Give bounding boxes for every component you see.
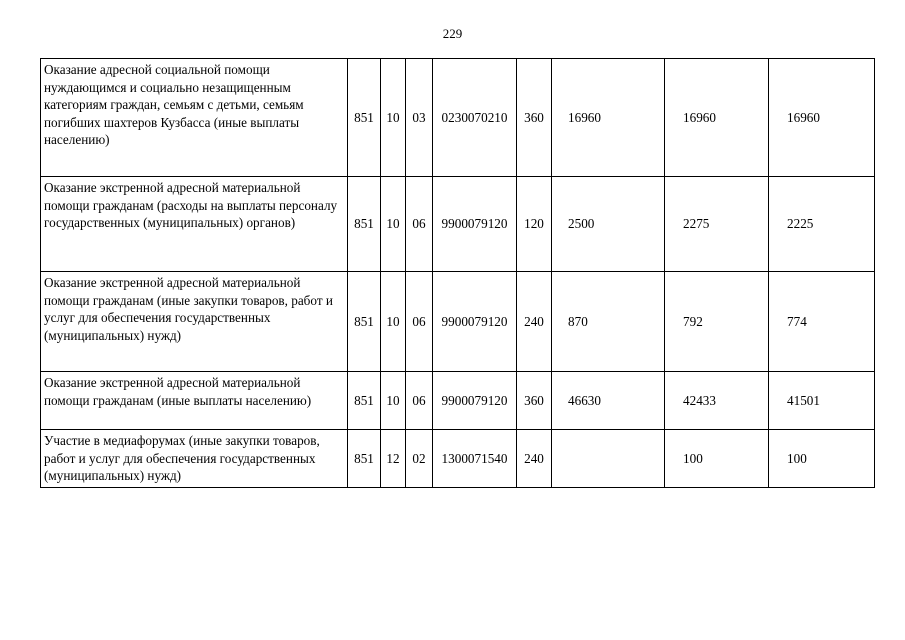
row-description: Участие в медиафорумах (иные закупки товаров, работ и услуг для обеспечения государственных (муниципальных) нужд) (41, 430, 348, 488)
amount-year-3: 16960 (769, 59, 875, 177)
target-article-code: 1300071540 (433, 430, 517, 488)
row-description: Оказание адресной социальной помощи нуждающимся и социально незащищенным категориям граждан, семьям с детьми, семьям погибших шахтеров Кузбасса (иные выплаты населению) (41, 59, 348, 177)
budget-table (40, 58, 875, 488)
amount-year-2: 792 (665, 272, 769, 372)
table-row (41, 372, 875, 430)
amount-year-3: 774 (769, 272, 875, 372)
section-code: 10 (381, 272, 406, 372)
section-code: 10 (381, 372, 406, 430)
row-description: Оказание экстренной адресной материальной помощи гражданам (иные закупки товаров, работ и услуг для обеспечения государственных (муниципальных) нужд) (41, 272, 348, 372)
table-row (41, 177, 875, 272)
amount-year-2: 42433 (665, 372, 769, 430)
amount-year-2: 16960 (665, 59, 769, 177)
subsection-code: 02 (406, 430, 433, 488)
ministry-code: 851 (348, 59, 381, 177)
subsection-code: 03 (406, 59, 433, 177)
amount-year-1 (552, 430, 665, 488)
subsection-code: 06 (406, 177, 433, 272)
amount-year-1: 870 (552, 272, 665, 372)
table-row (41, 430, 875, 488)
section-code: 10 (381, 177, 406, 272)
expense-type-code: 240 (517, 272, 552, 372)
section-code: 10 (381, 59, 406, 177)
target-article-code: 0230070210 (433, 59, 517, 177)
expense-type-code: 360 (517, 59, 552, 177)
page-number: 229 (442, 26, 463, 41)
expense-type-code: 120 (517, 177, 552, 272)
row-description: Оказание экстренной адресной материальной помощи гражданам (расходы на выплаты персоналу государственных (муниципальных) органов) (41, 177, 348, 272)
amount-year-3: 100 (769, 430, 875, 488)
ministry-code: 851 (348, 177, 381, 272)
table-row (41, 272, 875, 372)
amount-year-1: 46630 (552, 372, 665, 430)
ministry-code: 851 (348, 272, 381, 372)
row-description: Оказание экстренной адресной материальной помощи гражданам (иные выплаты населению) (41, 372, 348, 430)
target-article-code: 9900079120 (433, 177, 517, 272)
amount-year-1: 2500 (552, 177, 665, 272)
section-code: 12 (381, 430, 406, 488)
expense-type-code: 360 (517, 372, 552, 430)
amount-year-2: 100 (665, 430, 769, 488)
subsection-code: 06 (406, 272, 433, 372)
table-row (41, 59, 875, 177)
amount-year-1: 16960 (552, 59, 665, 177)
amount-year-3: 41501 (769, 372, 875, 430)
subsection-code: 06 (406, 372, 433, 430)
ministry-code: 851 (348, 372, 381, 430)
expense-type-code: 240 (517, 430, 552, 488)
target-article-code: 9900079120 (433, 272, 517, 372)
ministry-code: 851 (348, 430, 381, 488)
amount-year-2: 2275 (665, 177, 769, 272)
amount-year-3: 2225 (769, 177, 875, 272)
target-article-code: 9900079120 (433, 372, 517, 430)
